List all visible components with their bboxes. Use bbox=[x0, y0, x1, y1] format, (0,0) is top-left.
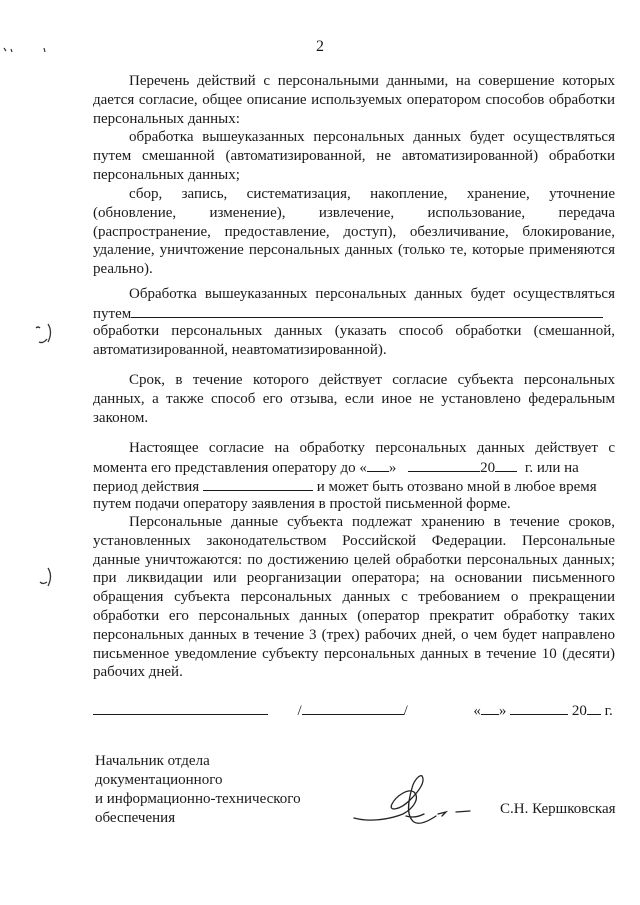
signature-date-row: / / « » 20 г. bbox=[93, 700, 623, 720]
punch-hole-mark bbox=[30, 562, 60, 592]
paragraph-validity-line1: Настоящее согласие на обработку персональных данных действует с bbox=[129, 440, 615, 456]
paragraph-processing-rest: обработки персональных данных (указать способ обработки (смешанной, автоматизированной, неавтоматизированной). bbox=[93, 323, 615, 358]
paragraph-consent-term: Срок, в течение которого действует согласие субъекта персональных данных, а также способ его отзыва, если иное не установлено федеральным законом. bbox=[93, 372, 615, 426]
paragraph-actions-list: Перечень действий с персональными данными, на совершение которых дается согласие, общее описание используемых оператором способов обработки персональных данных: bbox=[93, 73, 615, 127]
sign-day-blank bbox=[481, 700, 499, 715]
page-number: 2 bbox=[316, 38, 324, 55]
paragraph-storage-terms: Персональные данные субъекта подлежат хранению в течение сроков, установленных законодательством Российской Федерации. Персональные данные уничтожаются: по достижению целей обработки персональных данных; при ликвидации или реорганизации оператора; на основании письменного обращения субъекта персональных данных с требованием о прекращении обработки его персональных данных (оператор прекратит обработку таких персональных данных в течение 3 (трех) рабочих дней, о чем будет направлено письменное уведомление субъекту персональных данных в течение 10 (десяти) рабочих дней. bbox=[93, 514, 615, 681]
paragraph-processing-line1: Обработка вышеуказанных персональных данных будет осуществляться bbox=[129, 286, 615, 302]
paragraph-validity-line3: период действия и может быть отозвано мной в любое время bbox=[93, 476, 615, 496]
month-blank bbox=[408, 457, 480, 472]
paragraph-processing-blank-line: путем bbox=[93, 303, 615, 323]
processing-method-blank bbox=[131, 303, 603, 318]
sign-year-blank bbox=[587, 700, 601, 715]
period-blank bbox=[203, 476, 313, 491]
signer-position: Начальник отдела документационного и информационно-технического обеспечения bbox=[95, 753, 301, 826]
sign-month-blank bbox=[510, 700, 568, 715]
day-blank bbox=[367, 457, 389, 472]
signature-blank bbox=[93, 700, 268, 715]
paragraph-processing-method: обработка вышеуказанных персональных данных будет осуществляться путем смешанной (автоматизированной, не автоматизированной) обработки персональных данных; bbox=[93, 129, 615, 183]
handwritten-signature bbox=[348, 770, 473, 835]
paragraph-actions-enumeration: сбор, запись, систематизация, накопление, хранение, уточнение (обновление, изменение), извлечение, использование, передача (распространение, предоставление, доступ), обезличивание, блокирование, удаление, уничтожение персональных данных (только те, которые применяются реально). bbox=[93, 186, 615, 278]
year-blank bbox=[495, 457, 517, 472]
signer-name: С.Н. Кершковская bbox=[500, 801, 616, 817]
paragraph-validity-line4: путем подачи оператору заявления в простой письменной форме. bbox=[93, 496, 511, 512]
name-blank bbox=[302, 700, 404, 715]
punch-hole-mark bbox=[30, 320, 60, 350]
paragraph-validity-line2: момента его представления оператору до « » 20 г. или на bbox=[93, 457, 615, 477]
